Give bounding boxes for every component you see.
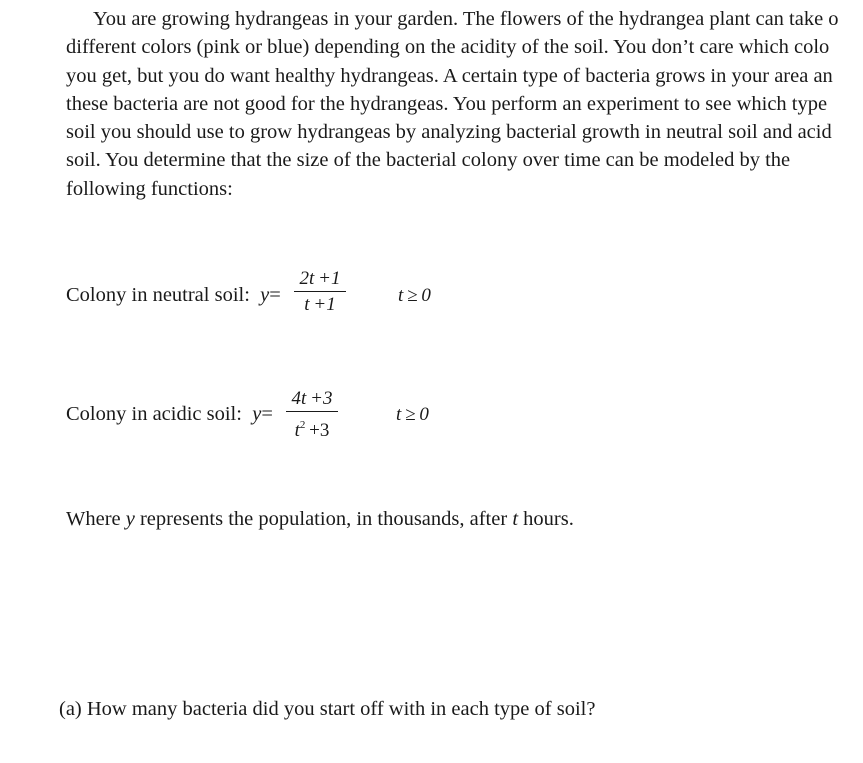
- neutral-soil-equation: [66, 268, 566, 342]
- fraction-bar: [294, 291, 346, 292]
- statement-line: following functions:: [66, 177, 233, 200]
- question-a: (a) How many bacteria did you start off with in each type of soil?: [59, 698, 596, 720]
- fraction-denominator: $t^2 +3$: [294, 419, 330, 442]
- statement-line: soil. You determine that the size of the bacterial colony over time can be modeled by the: [66, 149, 791, 172]
- fraction-denominator: t +1: [304, 294, 336, 316]
- statement-line: soil you should use to grow hydrangeas by analyzing bacterial growth in neutral soil and acid: [66, 121, 832, 144]
- y-variable: y: [260, 284, 270, 306]
- fraction-bar: [286, 411, 338, 412]
- acidic-soil-label: Colony in acidic soil: y=: [66, 403, 273, 425]
- domain-condition: t ≥ 0: [396, 404, 429, 425]
- exponent: 2: [299, 419, 306, 432]
- equals-sign: =: [269, 284, 281, 306]
- problem-statement: [66, 5, 863, 203]
- neutral-fraction: [294, 268, 346, 316]
- equals-sign: =: [261, 403, 273, 425]
- t-variable: t: [512, 508, 519, 530]
- fraction-numerator: 4t +3: [291, 388, 333, 409]
- neutral-soil-label: Colony in neutral soil: y=: [66, 284, 281, 306]
- statement-line: You are growing hydrangeas in your garden. The flowers of the hydrangea plant can take o: [93, 8, 839, 30]
- y-variable: y: [252, 403, 262, 425]
- statement-line: you get, but you do want healthy hydrangeas. A certain type of bacteria grows in your area an: [66, 64, 833, 87]
- statement-line: these bacteria are not good for the hydrangeas. You perform an experiment to see which type: [66, 92, 828, 115]
- variable-definition: Where y represents the population, in thousands, after t hours.: [66, 508, 574, 530]
- domain-condition: t ≥ 0: [398, 285, 431, 306]
- fraction-numerator: 2t +1: [299, 268, 341, 289]
- statement-line: different colors (pink or blue) depending on the acidity of the soil. You don’t care which colo: [66, 36, 830, 59]
- acidic-fraction: [286, 388, 338, 442]
- acidic-soil-equation: [66, 388, 566, 461]
- y-variable: y: [125, 508, 135, 530]
